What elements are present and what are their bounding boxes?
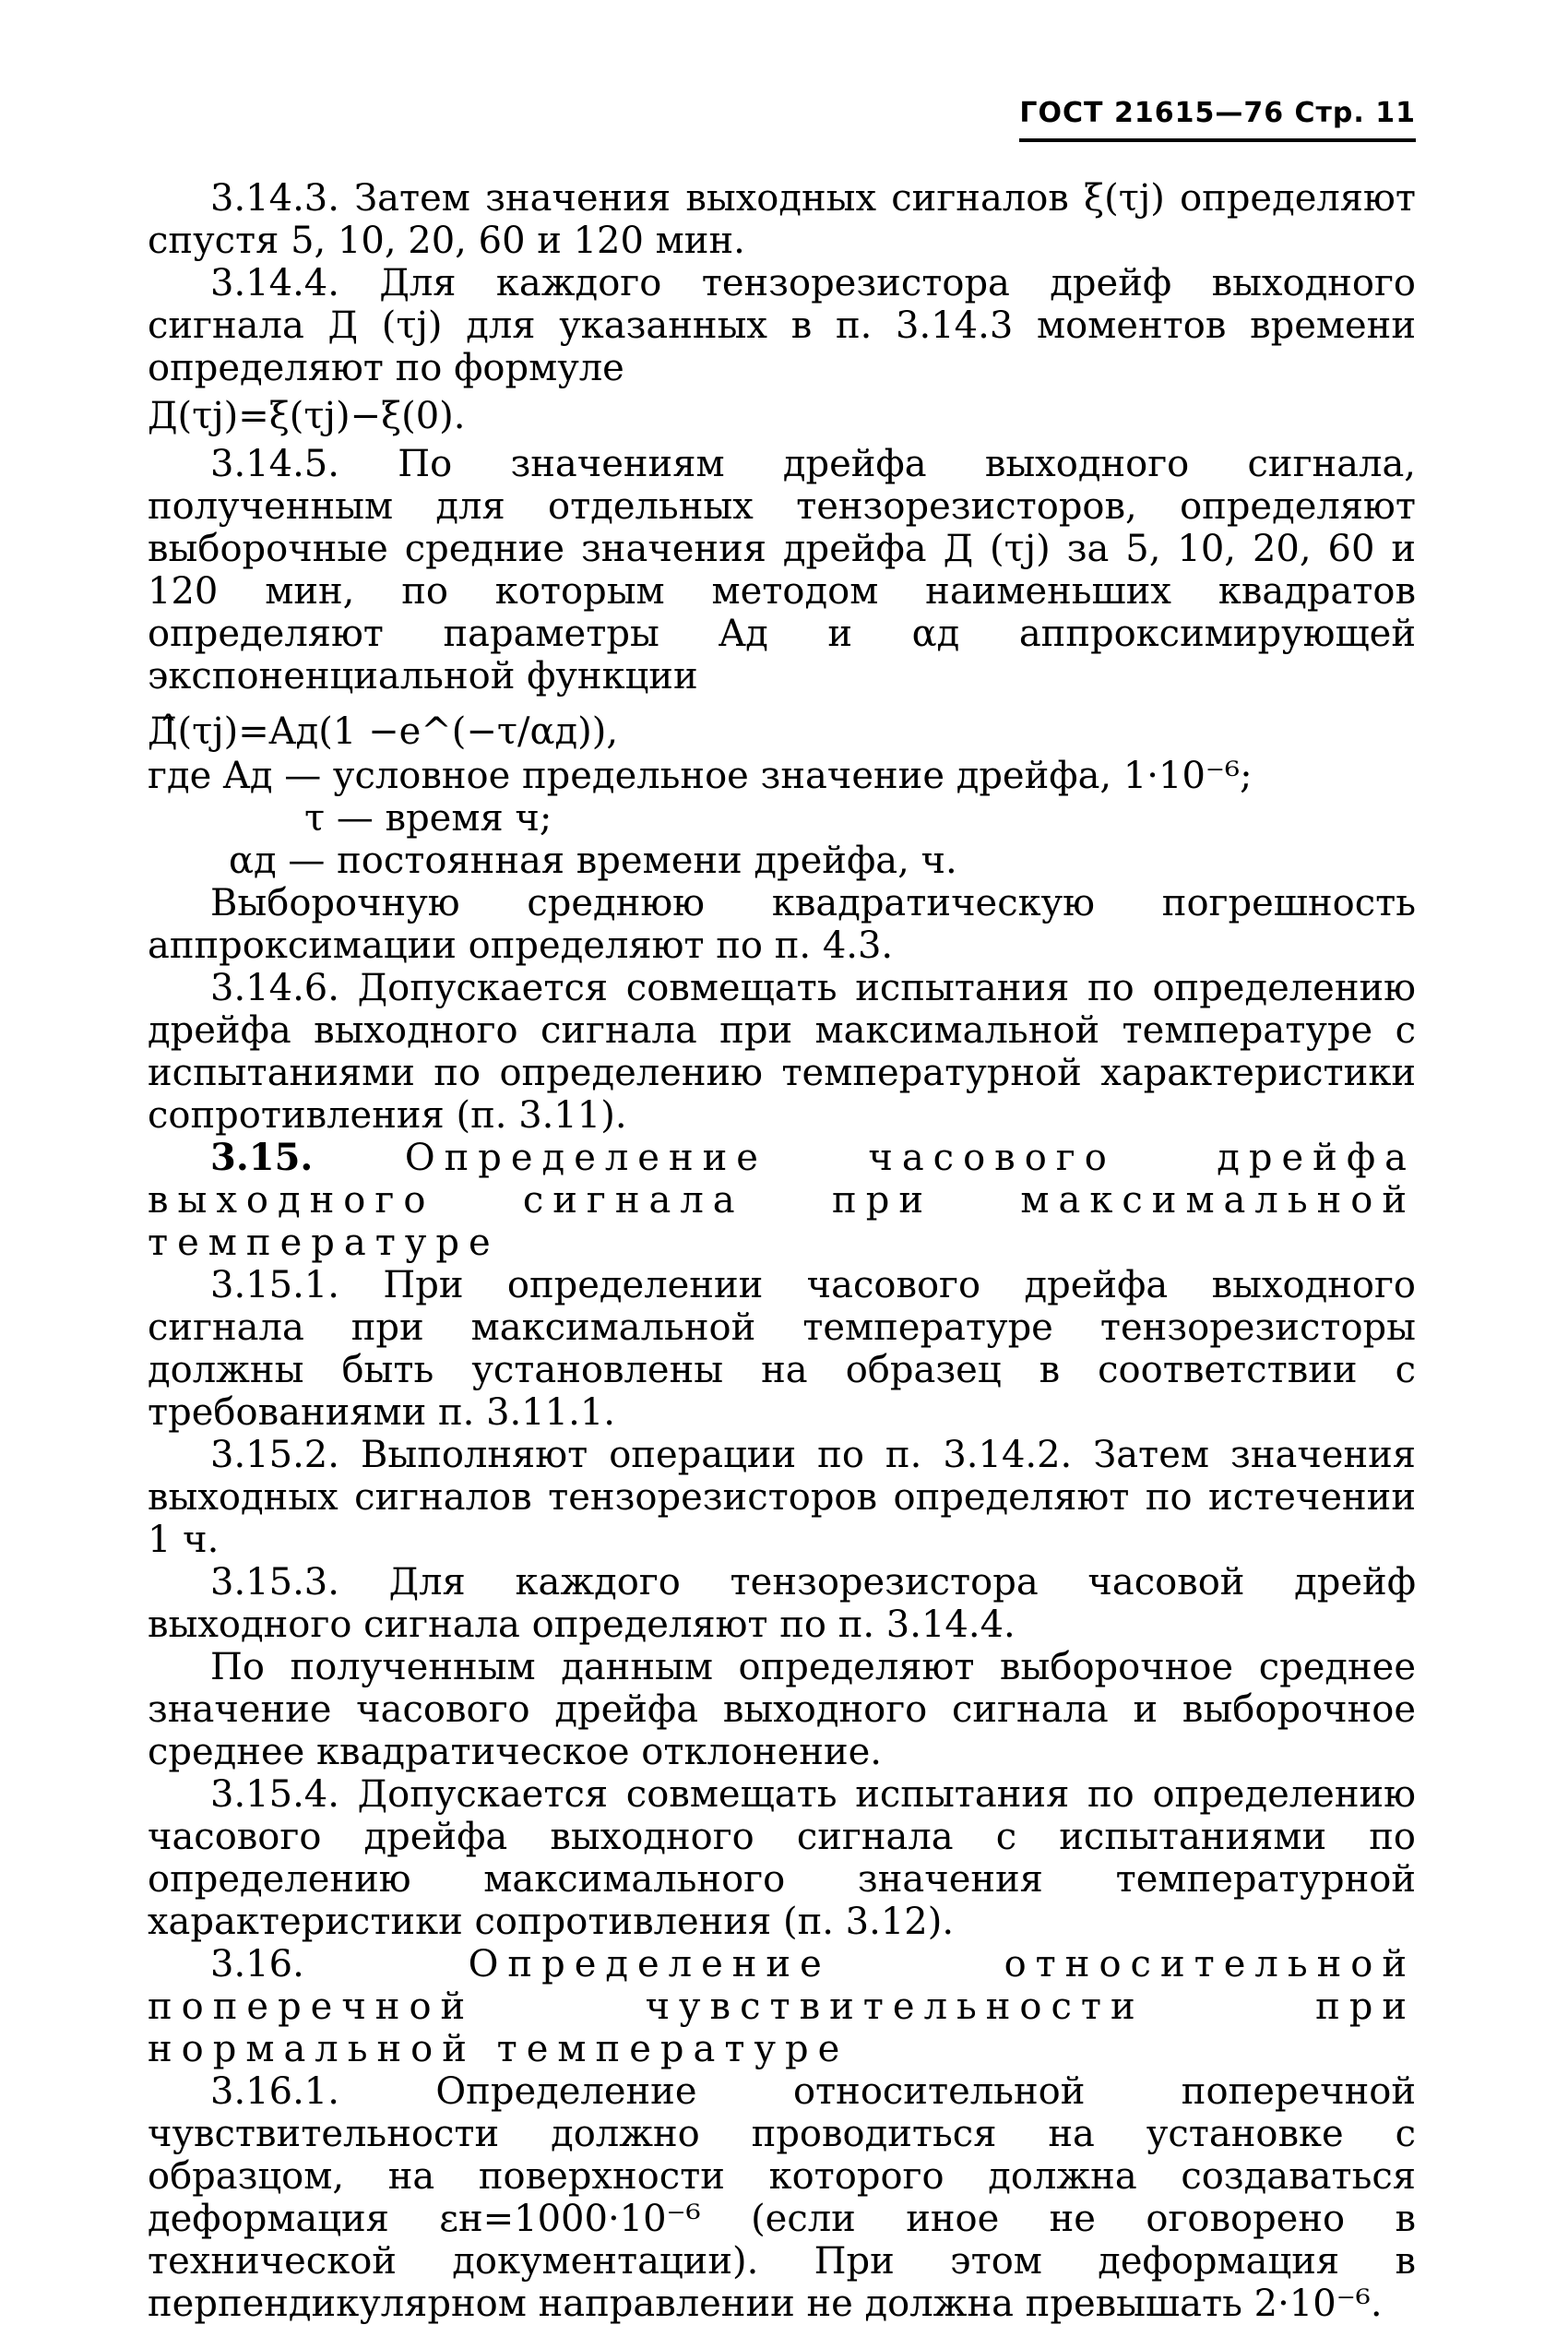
formula-approximation: Д̂(τj)=Aд(1 −e^(−τ/αд)),: [148, 710, 619, 753]
formula-drift: Д(τj)=ξ(τj)−ξ(0).: [148, 395, 466, 437]
paragraph-approx-error: Выборочную среднюю квадратическую погрешность аппроксимации определяют по п. 4.3.: [148, 882, 1416, 967]
page-header: ГОСТ 21615—76 Стр. 11: [1019, 92, 1416, 142]
paragraph-3-15-2: 3.15.2. Выполняют операции по п. 3.14.2. Затем значения выходных сигналов тензорезисторов определяют по истечении 1 ч.: [148, 1434, 1416, 1561]
paragraph-3-15-1: 3.15.1. При определении часового дрейфа выходного сигнала при максимальной температуре тензорезисторы должны быть установлены на образец в соответствии с требованиями п. 3.11.1.: [148, 1264, 1416, 1434]
paragraph-3-15-3: 3.15.3. Для каждого тензорезистора часовой дрейф выходного сигнала определяют по п. 3.14.4.: [148, 1561, 1416, 1646]
paragraph-3-15-3-result: По полученным данным определяют выборочное среднее значение часового дрейфа выходного сигнала и выборочное среднее квадратическое отклонение.: [148, 1646, 1416, 1773]
section-title-3-15: Определение часового дрейфа выходного сигнала при максимальной температуре: [148, 1137, 1416, 1264]
paragraph-3-14-3: 3.14.3. Затем значения выходных сигналов ξ(τj) определяют спустя 5, 10, 20, 60 и 120 мин.: [148, 177, 1416, 262]
document-body: [148, 177, 1416, 2325]
definition-tau: τ — время ч;: [304, 797, 552, 840]
paragraph-3-14-4: 3.14.4. Для каждого тензорезистора дрейф выходного сигнала Д (τj) для указанных в п. 3.14.3 моментов времени определяют по формуле: [148, 262, 1416, 389]
paragraph-3-16-1: 3.16.1. Определение относительной поперечной чувствительности должно проводиться на установке с образцом, на поверхности которого должна создаваться деформация εн=1000·10⁻⁶ (если иное не оговорено в технической документации). При этом деформация в перпендикулярном направлении не должна превышать 2·10⁻⁶.: [148, 2070, 1416, 2325]
section-heading-3-15: [148, 1137, 1416, 1264]
section-number-3-16: 3.16.: [210, 1943, 304, 1985]
definition-a-d: где Aд — условное предельное значение дрейфа, 1·10⁻⁶;: [148, 755, 1253, 797]
section-number-3-15: 3.15.: [210, 1136, 314, 1179]
paragraph-3-14-5: 3.14.5. По значениям дрейфа выходного сигнала, полученным для отдельных тензорезисторов, определяют выборочные средние значения дрейфа Д (τj) за 5, 10, 20, 60 и 120 мин, по которым методом наименьших квадратов определяют параметры Aд и αд аппроксимирующей экспоненциальной функции: [148, 443, 1416, 698]
section-title-3-16: Определение относительной поперечной чувствительности при нормальной температуре: [148, 1943, 1416, 2070]
paragraph-3-14-6: 3.14.6. Допускается совмещать испытания по определению дрейфа выходного сигнала при максимальной температуре с испытаниями по определению температурной характеристики сопротивления (п. 3.11).: [148, 967, 1416, 1137]
paragraph-3-15-4: 3.15.4. Допускается совмещать испытания по определению часового дрейфа выходного сигнала с испытаниями по определению максимального значения температурной характеристики сопротивления (п. 3.12).: [148, 1773, 1416, 1943]
section-heading-3-16: [148, 1943, 1416, 2070]
definition-alpha-d: αд — постоянная времени дрейфа, ч.: [229, 840, 957, 882]
